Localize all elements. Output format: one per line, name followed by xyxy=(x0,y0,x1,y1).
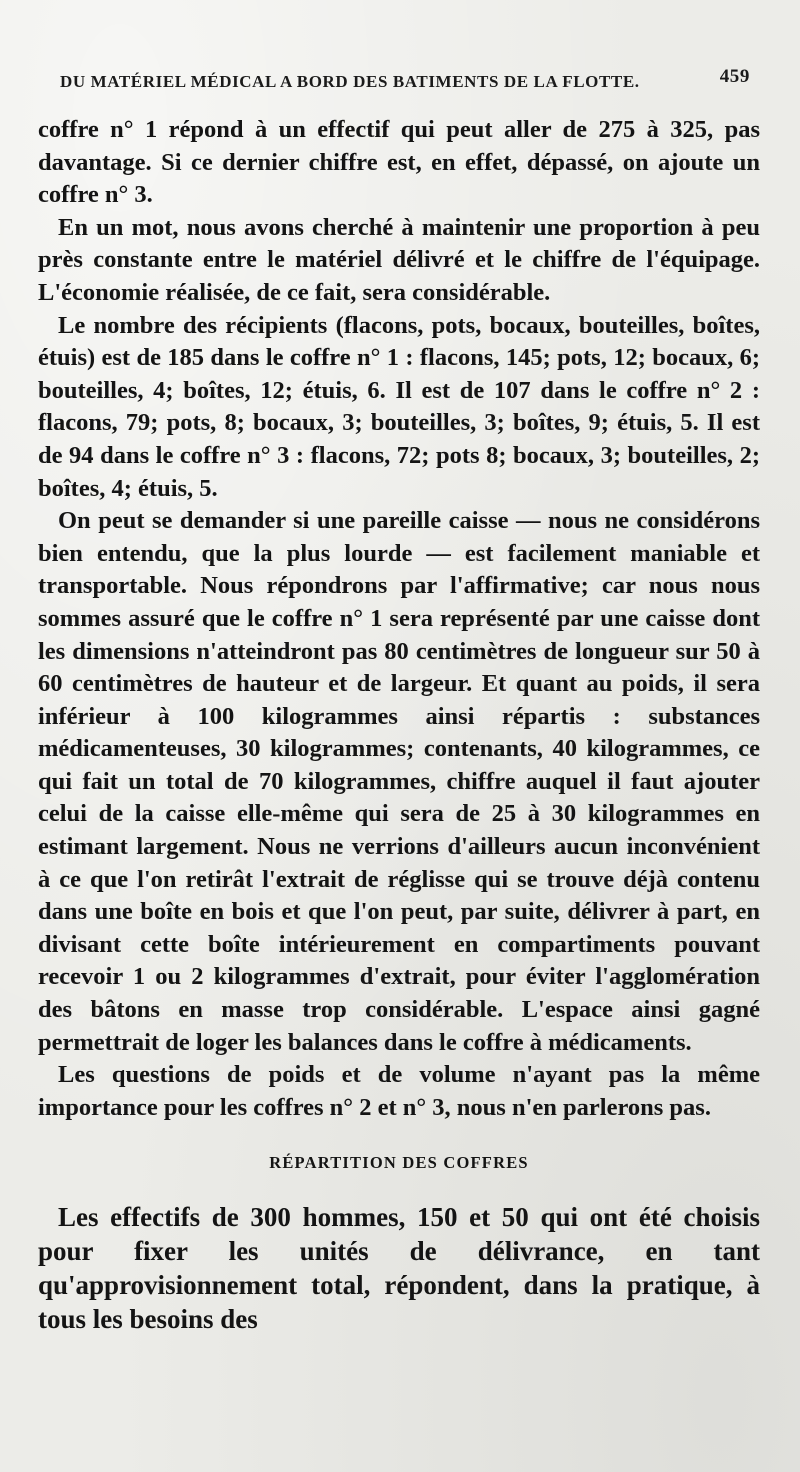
paragraph-continued: coffre n° 1 répond à un effectif qui peut aller de 275 à 325, pas davantage. Si ce dernier chiffre est, en effet, dépassé, on ajoute un coffre n° 3. xyxy=(38,116,760,209)
paragraph-importance: Les questions de poids et de volume n'ayant pas la même importance pour les coffres n° 2 et n° 3, nous n'en parlerons pas. xyxy=(38,1061,760,1121)
body-text xyxy=(38,114,760,1336)
section-heading: RÉPARTITION DES COFFRES xyxy=(269,1153,529,1173)
paragraph-recipients: Le nombre des récipients (flacons, pots, bocaux, bouteilles, boîtes, étuis) est de 185 dans le coffre n° 1 : flacons, 145; pots, 12; bocaux, 6; bouteilles, 4; boîtes, 12; étuis, 6. Il est de 107 dans le coffre n° 2 : flacons, 79; pots, 8; bocaux, 3; bouteilles, 3; boîtes, 9; étuis, 5. Il est de 94 dans le coffre n° 3 : flacons, 72; pots 8; bocaux, 3; bouteilles, 2; boîtes, 4; étuis, 5. xyxy=(38,311,760,502)
paragraph-weight: On peut se demander si une pareille caisse — nous ne considérons bien entendu, que la plus lourde — est facilement maniable et transportable. Nous répondrons par l'affirmative; car nous nous sommes assuré que le coffre n° 1 sera représenté par une caisse dont les dimensions n'atteindront pas 80 centimètres de longueur sur 50 à 60 centimètres de hauteur et de largeur. Et quant au poids, il sera inférieur à 100 kilogrammes ainsi répartis : substances médicamenteuses, 30 kilogrammes; contenants, 40 kilogrammes, ce qui fait un total de 70 kilogrammes, chiffre auquel il faut ajouter celui de la caisse elle-même qui sera de 25 à 30 kilogrammes en estimant largement. Nous ne verrions d'ailleurs aucun inconvénient à ce que l'on retirât l'extrait de réglisse qui se trouve déjà contenu dans une boîte en bois et que l'on peut, par suite, délivrer à part, en divisant cette boîte intérieurement en compartiments pouvant recevoir 1 ou 2 kilogrammes d'extrait, pour éviter l'agglomération des bâtons en masse trop considérable. L'espace ainsi gagné permettrait de loger les balances dans le coffre à médicaments. xyxy=(38,507,760,1056)
paragraph-proportion: En un mot, nous avons cherché à maintenir une proportion à peu près constante entre le matériel délivré et le chiffre de l'équipage. L'économie réalisée, de ce fait, sera considérable. xyxy=(38,213,760,306)
page-number: 459 xyxy=(719,66,750,87)
paragraph-effectifs: Les effectifs de 300 hommes, 150 et 50 qui ont été choisis pour fixer les unités de délivrance, en tant qu'approvisionnement total, répondent, dans la pratique, à tous les besoins des xyxy=(38,1202,760,1335)
running-title: DU MATÉRIEL MÉDICAL A BORD DES BATIMENTS DE LA FLOTTE. xyxy=(60,72,640,91)
